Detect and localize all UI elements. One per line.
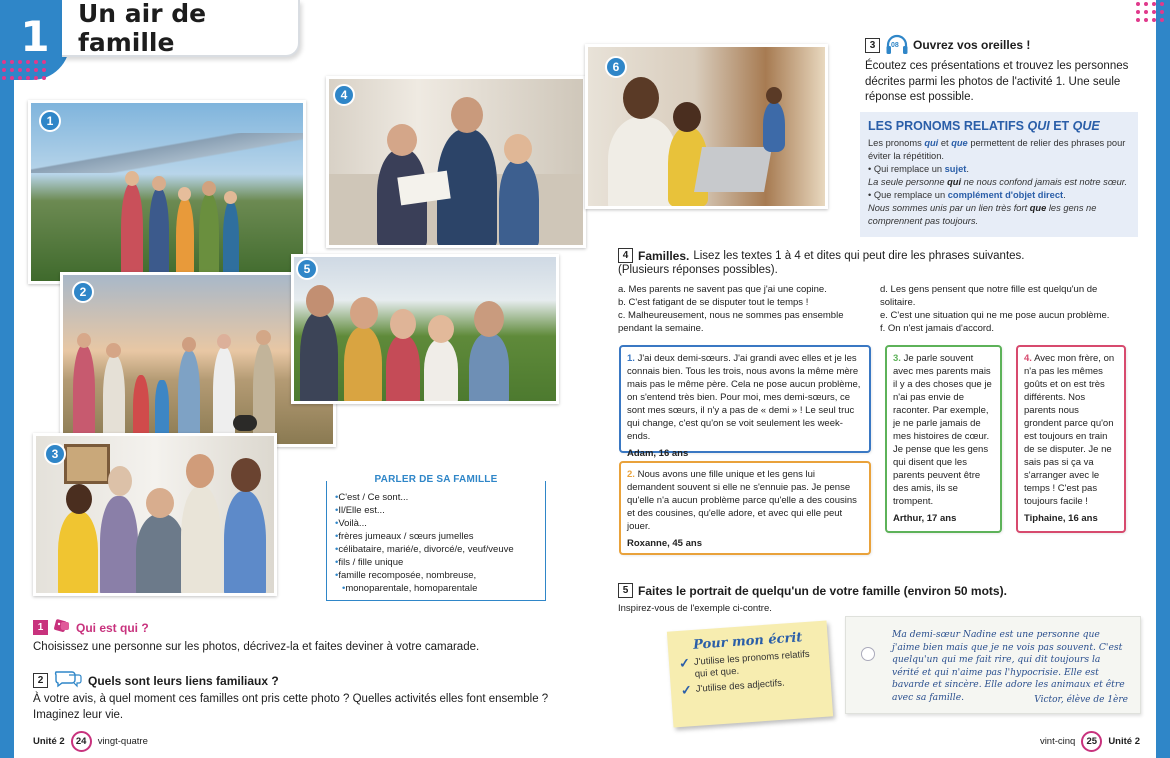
exercise-3-text: Écoutez ces présentations et trouvez les personnes décrites parmi les photos de l'activité 1. Une seule réponse est possible. (865, 60, 1129, 104)
exercise-4-title: Familles. (638, 248, 690, 263)
list-item: • C'est / Ce sont... (335, 491, 545, 504)
exercise-2-text: À votre avis, à quel moment ces familles ont pris cette photo ? Quelles activités elles font ensemble ? (33, 693, 549, 705)
grammar-box-pronoms-relatifs (860, 112, 1138, 237)
sticky-item: ✓ J'utilise des adjectifs. (680, 677, 785, 698)
exercise-1-header (33, 618, 149, 637)
photo-number-6: 6 (605, 56, 627, 78)
grammar-box-title: LES PRONOMS RELATIFS QUI ET QUE (868, 119, 1100, 133)
photo-number-4: 4 (333, 84, 355, 106)
testimony-card-1: 1. J'ai deux demi-sœurs. J'ai grandi avec elles et je les connais bien. Tous les trois, nous avons la même mère mais pas le même père. Cela ne pose aucun problème, on s'entend très bien. Pour moi, mes demi-sœurs, ce sont mes sœurs, il n'y a pas de « demi » ! Le seul truc qui change, c'est qu'on se voit seulement les week-ends. Adam, 16 ans (619, 345, 871, 453)
photo-number-1: 1 (39, 110, 61, 132)
photo-family-studio (33, 433, 277, 596)
testimony-signature: Tiphaine, 16 ans (1024, 513, 1098, 524)
exercise-5-title: Faites le portrait de quelqu'un de votre famille (environ 50 mots). (638, 583, 1007, 598)
testimony-text: Je parle souvent avec mes parents mais il y a des choses que je n'ai pas envie de raconter. Par exemple, je ne parle jamais de mes histoires de cœur. Je pense que les gens qui disent que les parents peuvent être des amis, ils se trompent. (893, 353, 992, 507)
exercise-4-number: 4 (618, 248, 633, 263)
exercise-5-text: Inspirez-vous de l'exemple ci-contre. (618, 603, 772, 614)
list-item: • fils / fille unique (335, 556, 545, 569)
grammar-rule: Les pronoms qui et que permettent de relier des phrases pour éviter la répétition. (868, 138, 1126, 161)
grammar-example-qui: La seule personne qui ne nous confond jamais est notre sœur. (868, 177, 1128, 187)
exercise-4-instruction: Lisez les textes 1 à 4 et dites qui peut dire les phrases suivantes. (693, 249, 1025, 262)
parler-de-sa-famille-box (326, 474, 546, 601)
testimony-signature: Arthur, 17 ans (893, 513, 957, 524)
exercise-5-number: 5 (618, 583, 633, 598)
parler-title: PARLER DE SA FAMILLE (374, 474, 498, 485)
unit-number-badge: 1 (0, 0, 70, 80)
exercise-2-text-2: Imaginez leur vie. (33, 709, 124, 721)
check-icon: ✓ (680, 682, 693, 698)
testimony-card-4: 4. Avec mon frère, on n'a pas les mêmes goûts et on est très différents. Nos parents nous grondent parce qu'on est toujours en train de se disputer. Je ne sais pas si ça va s'arranger avec le temps ! C'est pas toujours facile ! Tiphaine, 16 ans (1016, 345, 1126, 533)
photo-number-2: 2 (72, 281, 94, 303)
footer-unit-label: Unité 2 (33, 736, 65, 747)
list-item: • frères jumeaux / sœurs jumelles (335, 530, 545, 543)
exercise-4-sentences-right (880, 283, 1138, 335)
parler-list (335, 491, 545, 595)
right-edge-bar (1156, 0, 1170, 758)
exercise-2-title: Quels sont leurs liens familiaux ? (88, 673, 279, 688)
sentence-f: f. On n'est jamais d'accord. (880, 323, 994, 334)
sentence-e: e. C'est une situation qui ne me pose aucun problème. (880, 310, 1110, 321)
list-item: • monoparentale, homoparentale (335, 582, 545, 595)
sentence-d: d. Les gens pensent que notre fille est quelqu'un de (880, 284, 1098, 295)
list-item: • Il/Elle est... (335, 504, 545, 517)
example-notebook-paper (845, 616, 1141, 714)
photo-family-selfie-park (291, 254, 559, 404)
sentence-d-cont: solitaire. (880, 297, 916, 308)
example-text: Ma demi-sœur Nadine est une personne que j'aime bien mais que je ne vois pas souvent. C'est quelqu'un qui me fait rire, qui dit toujours la vérité et qui n'aime pas l'hypocrisie. Elle est bavarde et sincère. Elle adore les animaux et être avec sa famille. (892, 629, 1125, 703)
exercise-2-number: 2 (33, 673, 48, 688)
page-number-words: vingt-quatre (97, 736, 148, 747)
photo-family-mountains (28, 100, 306, 284)
grammar-rule-que: • Que remplace un complément d'objet direct. (868, 190, 1066, 200)
page-number-words: vint-cinq (1039, 736, 1076, 747)
testimony-signature: Roxanne, 45 ans (627, 538, 702, 549)
sentence-b: b. C'est fatigant de se disputer tout le temps ! (618, 297, 809, 308)
exercise-3-title: Ouvrez vos oreilles ! (913, 38, 1031, 52)
list-item: • Voilà... (335, 517, 545, 530)
testimony-text: Nous avons une fille unique et les gens lui demandent souvent si elle ne s'ennuie pas. Je pense qu'elle n'a aucun problème parce qu'elle a des cousins et des cousines, qu'elle adore, et avec qui elle peut jouer. (627, 469, 857, 532)
photo-number-5: 5 (296, 258, 318, 280)
page-number: 25 (1081, 731, 1102, 752)
footer-unit-label: Unité 2 (1108, 736, 1140, 747)
testimony-card-3: 3. Je parle souvent avec mes parents mais il y a des choses que je n'ai pas envie de raconter. Par exemple, je ne parle jamais de mes histoires de cœur. Je pense que les gens qui disent que les parents peuvent être des amis, ils se trompent. Arthur, 17 ans (885, 345, 1002, 533)
list-item: • famille recomposée, nombreuse, (335, 569, 545, 582)
testimony-text: J'ai deux demi-sœurs. J'ai grandi avec elles et je les connais bien. Tous les trois, nous avons la même mère mais pas le même père. Cela ne pose aucun problème, on s'entend très bien. Pour moi, mes demi-sœurs, ce sont mes sœurs, il n'y a pas de « demi » ! Le seul truc qui change, c'est qu'on se voit seulement les week-ends. (627, 353, 861, 442)
unit-title: Un air de famille (62, 0, 300, 57)
exercise-1-text: Choisissez une personne sur les photos, décrivez-la et faites deviner à votre camarade. (33, 641, 480, 653)
exercise-4-note: (Plusieurs réponses possibles). (618, 264, 778, 276)
testimony-signature: Adam, 16 ans (627, 448, 689, 459)
sticky-title: Pour mon écrit (692, 630, 803, 653)
exercise-4-sentences-left (618, 283, 873, 335)
decorative-dots-right (1136, 2, 1164, 22)
left-edge-bar (0, 0, 14, 758)
exercise-4-header (618, 248, 1025, 263)
grammar-example-que: Nous sommes unis par un lien très fort que les gens ne comprennent pas toujours. (868, 203, 1097, 226)
check-icon: ✓ (678, 655, 691, 671)
decorative-dots (2, 60, 46, 80)
exercise-5-header (618, 583, 1007, 598)
writing-tips-sticky-note (667, 621, 833, 728)
speech-bubble-icon (53, 670, 83, 691)
sentence-c-cont: pendant la semaine. (618, 323, 704, 334)
headphones-icon (885, 34, 909, 56)
sentence-c: c. Malheureusement, nous ne sommes pas ensemble (618, 310, 844, 321)
footer-right (1040, 731, 1140, 752)
sticky-item: ✓ J'utilise les pronoms relatifs qui et que. (679, 648, 820, 682)
exercise-1-title: Qui est qui ? (76, 620, 149, 635)
example-signature: Victor, élève de 1ère (1034, 695, 1128, 705)
grammar-rule-qui: • Qui remplace un sujet. (868, 164, 969, 174)
testimony-text: Avec mon frère, on n'a pas les mêmes goûts et on est très différents. Nos parents nous grondent parce qu'on est toujours en train de se disputer. Je ne sais pas si ça va s'arranger avec le temps ! C'est pas toujours facile ! (1024, 353, 1115, 507)
testimony-card-2: 2. Nous avons une fille unique et les gens lui demandent souvent si elle ne s'ennuie pas. Je pense qu'elle n'a aucun problème parce qu'elle a des cousins et des cousines, qu'elle adore, et avec qui elle peut jouer. Roxanne, 45 ans (619, 461, 871, 555)
exercise-2-header (33, 670, 279, 691)
exercise-3-number: 3 (865, 38, 880, 53)
exercise-3-header (865, 34, 1030, 56)
footer-left (33, 731, 148, 752)
page-number: 24 (71, 731, 92, 752)
sentence-a: a. Mes parents ne savent pas que j'ai une copine. (618, 284, 827, 295)
audio-track-number: 08 (891, 42, 899, 49)
dice-icon (53, 618, 71, 637)
photo-number-3: 3 (44, 443, 66, 465)
photo-family-reading (326, 76, 586, 248)
list-item: • célibataire, marié/e, divorcé/e, veuf/veuve (335, 543, 545, 556)
binder-hole-icon (861, 647, 875, 661)
exercise-1-number: 1 (33, 620, 48, 635)
